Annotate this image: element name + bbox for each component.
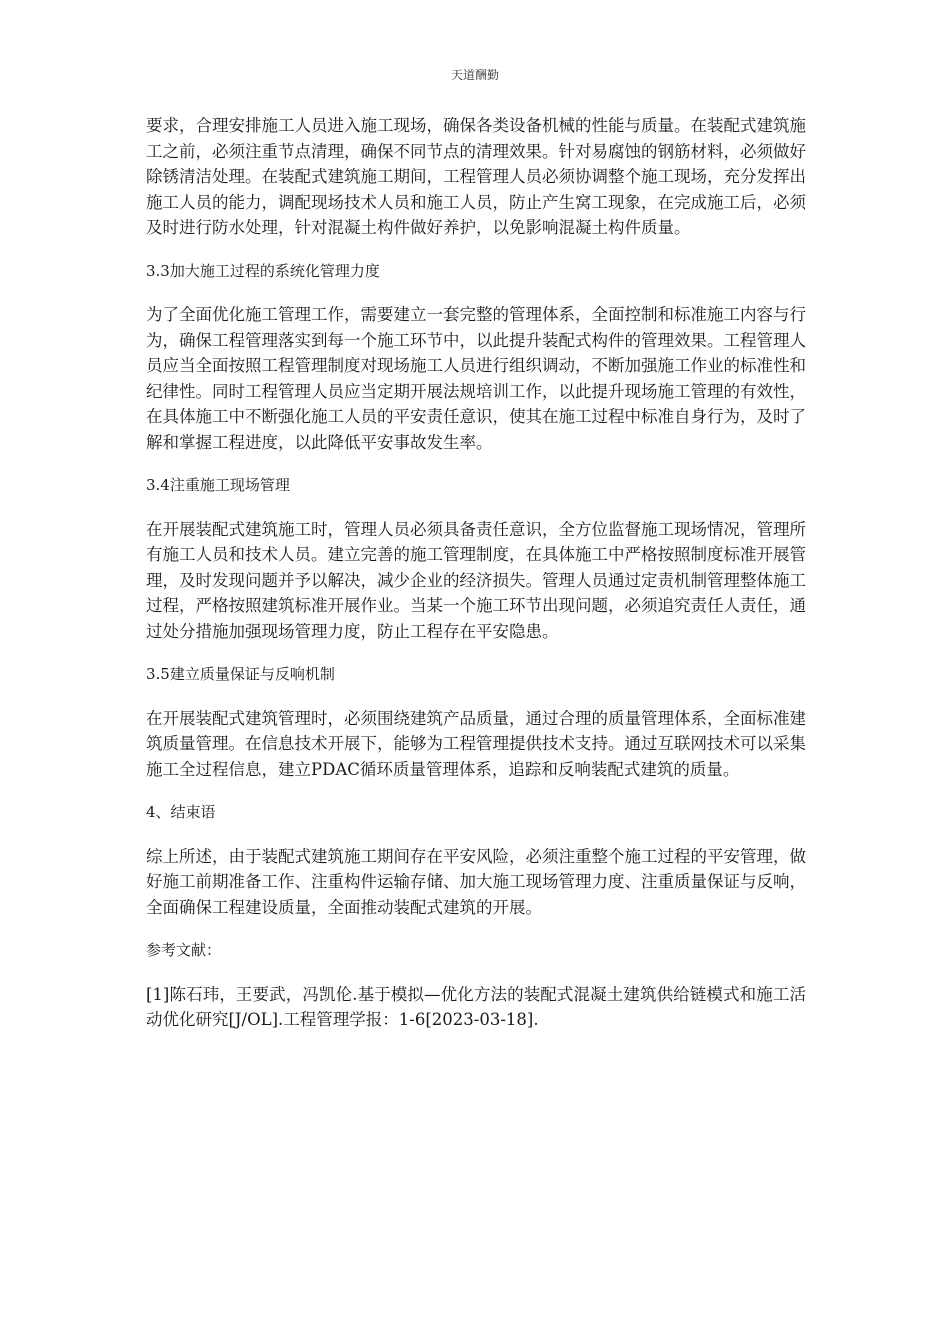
references-heading: 参考文献：	[146, 941, 222, 959]
section-3-3-heading: 3.3加大施工过程的系统化管理力度	[146, 261, 380, 280]
document-body	[146, 113, 806, 1051]
section-3-5-heading: 3.5建立质量保证与反响机制	[146, 665, 335, 683]
conclusion-heading: 4、结束语	[146, 803, 216, 821]
section-3-5-paragraph: 在开展装配式建筑管理时，必须围绕建筑产品质量，通过合理的质量管理体系，全面标准建筑质量管理。在信息技术开展下，能够为工程管理提供技术支持。通过互联网技术可以采集施工全过程信息，建立PDAC循环质量管理体系，追踪和反响装配式建筑的质量。	[146, 708, 806, 779]
reference-item: [1]陈石玮，王要武，冯凯伦.基于模拟—优化方法的装配式混凝土建筑供给链模式和施工活动优化研究[J/OL].工程管理学报：1-6[2023-03-18].	[146, 984, 806, 1029]
section-3-4-heading: 3.4注重施工现场管理	[146, 476, 290, 494]
section-3-4-paragraph: 在开展装配式建筑施工时，管理人员必须具备责任意识，全方位监督施工现场情况，管理所有施工人员和技术人员。建立完善的施工管理制度，在具体施工中严格按照制度标准开展管理，及时发现问题并予以解决，减少企业的经济损失。管理人员通过定责机制管理整体施工过程，严格按照建筑标准开展作业。当某一个施工环节出现问题，必须追究责任人责任，通过处分措施加强现场管理力度，防止工程存在平安隐患。	[146, 519, 806, 641]
intro-paragraph: 要求，合理安排施工人员进入施工现场，确保各类设备机械的性能与质量。在装配式建筑施工之前，必须注重节点清理，确保不同节点的清理效果。针对易腐蚀的钢筋材料，必须做好除锈清洁处理。在装配式建筑施工期间，工程管理人员必须协调整个施工现场，充分发挥出施工人员的能力，调配现场技术人员和施工人员，防止产生窝工现象，在完成施工后，必须及时进行防水处理，针对混凝土构件做好养护，以免影响混凝土构件质量。	[146, 116, 806, 237]
running-header: 天道酬勤	[450, 68, 499, 82]
section-3-3-paragraph: 为了全面优化施工管理工作，需要建立一套完整的管理体系，全面控制和标准施工内容与行为，确保工程管理落实到每一个施工环节中，以此提升装配式构件的管理效果。工程管理人员应当全面按照工程管理制度对现场施工人员进行组织调动，不断加强施工作业的标准性和纪律性。同时工程管理人员应当定期开展法规培训工作，以此提升现场施工管理的有效性，在具体施工中不断强化施工人员的平安责任意识，使其在施工过程中标准自身行为，及时了解和掌握工程进度，以此降低平安事故发生率。	[146, 305, 806, 452]
conclusion-paragraph: 综上所述，由于装配式建筑施工期间存在平安风险，必须注重整个施工过程的平安管理，做好施工前期准备工作、注重构件运输存储、加大施工现场管理力度、注重质量保证与反响，全面确保工程建设质量，全面推动装配式建筑的开展。	[146, 846, 806, 917]
